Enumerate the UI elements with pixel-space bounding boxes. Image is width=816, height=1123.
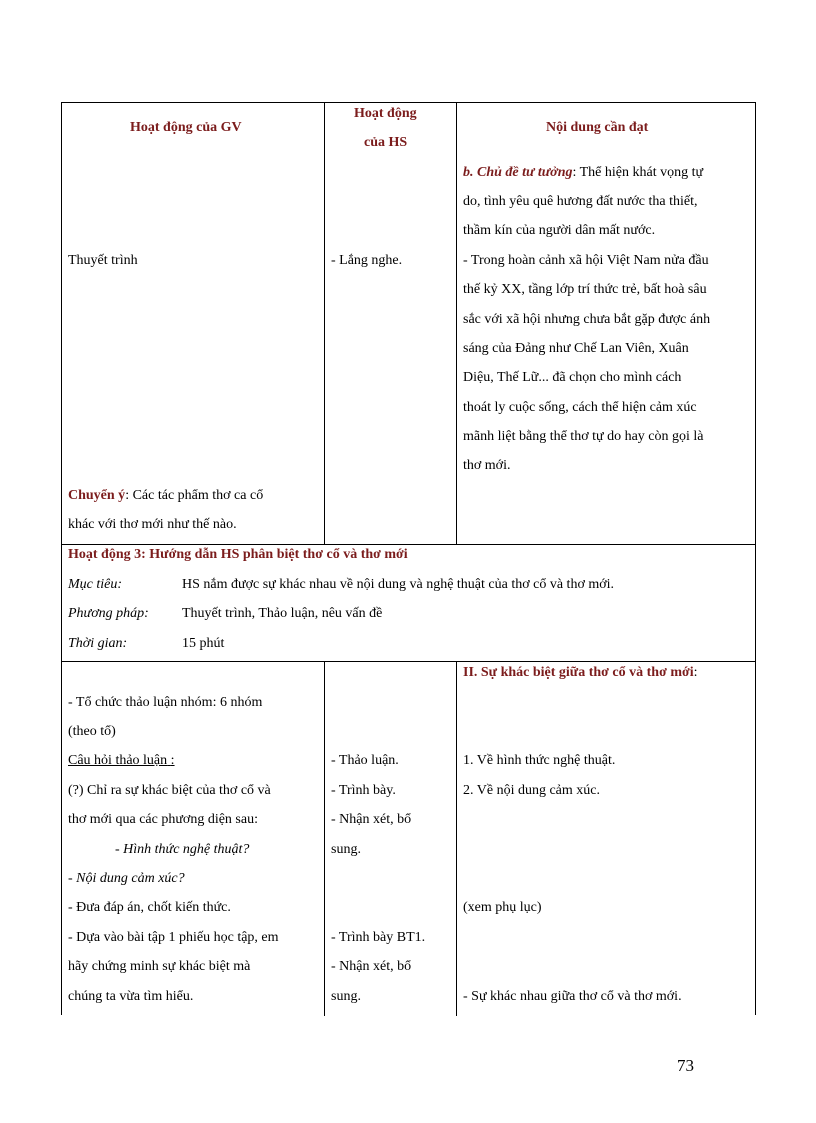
goal-text: HS nắm được sự khác nhau về nội dung và nghệ thuật của thơ cổ và thơ mới.: [182, 577, 615, 592]
content-line: thơ mới.: [463, 458, 511, 473]
content2-heading-text: II. Sự khác biệt giữa thơ cổ và thơ mới: [463, 665, 694, 680]
gv-discussion-heading: [68, 752, 175, 770]
row-divider-1: [62, 544, 755, 545]
gv-transition-label: Chuyển ý: [68, 488, 126, 503]
gv-present: Thuyết trình: [68, 253, 138, 268]
content-line: mãnh liệt bằng thể thơ tự do hay còn gọi là: [463, 429, 704, 444]
content2-heading-colon: :: [693, 665, 698, 680]
hs-line: - Trình bày.: [331, 783, 396, 798]
goal-label: Mục tiêu:: [68, 577, 123, 592]
gv-transition-rest: : Các tác phẩm thơ ca cổ: [125, 488, 264, 503]
content2-line: (xem phụ lục): [463, 900, 542, 915]
content-theme-line: [463, 164, 703, 182]
activity3-title: Hoạt động 3: Hướng dẫn HS phân biệt thơ cổ và thơ mới: [68, 547, 408, 562]
content-theme-label: b. Chủ đề tư tưởng: [463, 165, 573, 180]
content-line: thoát ly cuộc sống, cách thể hiện cảm xúc: [463, 400, 697, 415]
row-divider-2: [62, 661, 755, 662]
gv-line: - Tổ chức thảo luận nhóm: 6 nhóm: [68, 695, 263, 710]
content-line: do, tình yêu quê hương đất nước tha thiết,: [463, 194, 698, 209]
hs-line: sung.: [331, 842, 361, 857]
hs-line: - Trình bày BT1.: [331, 930, 426, 945]
gv-transition-line1: [68, 487, 316, 505]
content-line: sáng của Đảng như Chế Lan Viên, Xuân: [463, 341, 689, 356]
col-divider-1a: [324, 103, 325, 544]
content2-line: 1. Về hình thức nghệ thuật.: [463, 753, 616, 768]
method-text: Thuyết trình, Thảo luận, nêu vấn đề: [182, 606, 383, 621]
method-label: Phương pháp:: [68, 606, 149, 621]
gv-transition-line2: khác với thơ mới như thế nào.: [68, 517, 237, 532]
time-label: Thời gian:: [68, 636, 128, 651]
gv-line: (?) Chỉ ra sự khác biệt của thơ cổ và: [68, 783, 271, 798]
gv-line: - Dựa vào bài tập 1 phiếu học tập, em: [68, 930, 279, 945]
hs-line: - Nhận xét, bổ: [331, 959, 412, 974]
content-line: sắc với xã hội nhưng chưa bắt gặp được ánh: [463, 312, 711, 327]
header-hs-line2: của HS: [364, 135, 408, 150]
col-divider-2a: [456, 103, 457, 544]
content2-line: 2. Về nội dung cảm xúc.: [463, 783, 600, 798]
gv-line: - Hình thức nghệ thuật?: [115, 842, 250, 857]
hs-line: - Nhận xét, bổ: [331, 812, 412, 827]
col-divider-2b: [456, 661, 457, 1016]
content-theme-rest: : Thể hiện khát vọng tự: [572, 165, 704, 180]
content2-heading: [463, 664, 698, 682]
discussion-label: Câu hỏi thảo luận: [68, 753, 168, 768]
hs-listen: - Lắng nghe.: [331, 253, 403, 268]
col-divider-1b: [324, 661, 325, 1016]
discussion-colon: :: [170, 753, 175, 768]
gv-line: hãy chứng minh sự khác biệt mà: [68, 959, 251, 974]
gv-line: - Đưa đáp án, chốt kiến thức.: [68, 900, 231, 915]
hs-line: sung.: [331, 989, 361, 1004]
header-content: Nội dung cần đạt: [546, 120, 649, 135]
content-line: thế kỷ XX, tầng lớp trí thức trẻ, bất hoà sâu: [463, 282, 707, 297]
time-text: 15 phút: [182, 636, 225, 651]
gv-line: (theo tổ): [68, 724, 116, 739]
gv-line: - Nội dung cảm xúc?: [68, 871, 185, 886]
content-line: thầm kín của người dân mất nước.: [463, 223, 656, 238]
page-number: 73: [677, 1056, 694, 1075]
gv-line: chúng ta vừa tìm hiểu.: [68, 989, 194, 1004]
header-gv: Hoạt động của GV: [130, 120, 242, 135]
content-line: - Trong hoàn cảnh xã hội Việt Nam nửa đầu: [463, 253, 709, 268]
content-line: Diệu, Thế Lữ... đã chọn cho mình cách: [463, 370, 682, 385]
gv-line: thơ mới qua các phương diện sau:: [68, 812, 258, 827]
hs-line: - Thảo luận.: [331, 753, 399, 768]
header-hs-line1: Hoạt động: [354, 106, 417, 121]
content2-line: - Sự khác nhau giữa thơ cổ và thơ mới.: [463, 989, 682, 1004]
